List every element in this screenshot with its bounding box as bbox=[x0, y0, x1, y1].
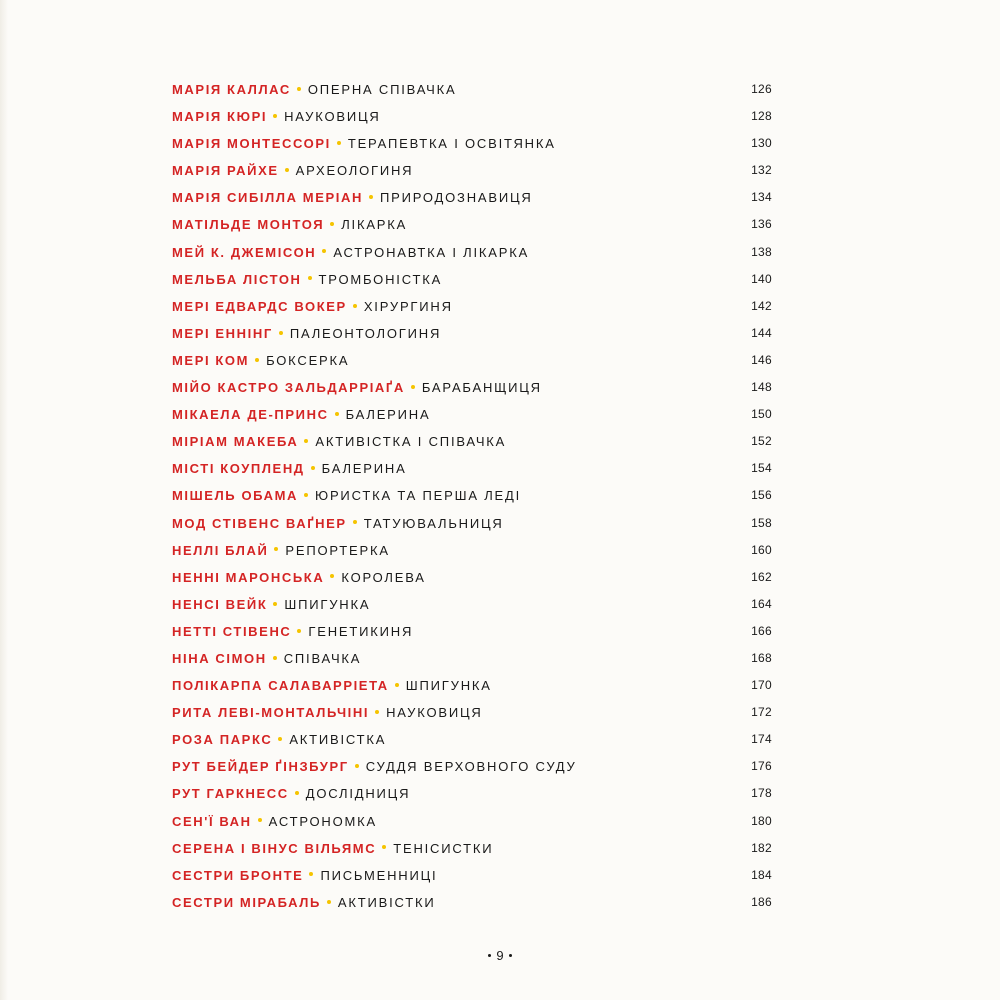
entry-page-number: 166 bbox=[751, 623, 772, 638]
entry-name: МІШЕЛЬ ОБАМА bbox=[172, 488, 299, 504]
entry-name: МЕРІ ЕДВАРДС ВОКЕР bbox=[172, 298, 347, 314]
separator-dot bbox=[308, 276, 312, 280]
entry-page-number: 128 bbox=[751, 109, 772, 124]
entry-role: ЛІКАРКА bbox=[341, 217, 408, 233]
entry-name: СЕН'Ї ВАН bbox=[172, 813, 252, 829]
entry-role: АРХЕОЛОГИНЯ bbox=[295, 163, 414, 179]
entry-role: ПРИРОДОЗНАВИЦЯ bbox=[379, 190, 533, 206]
separator-dot bbox=[279, 331, 283, 335]
entry-role: ШПИГУНКА bbox=[284, 596, 371, 612]
entry-role: НАУКОВИЦЯ bbox=[386, 705, 483, 721]
entry-page-number: 158 bbox=[751, 515, 772, 530]
entry-page-number: 150 bbox=[751, 407, 772, 422]
toc-entry bbox=[172, 618, 772, 645]
entry-name: СЕСТРИ БРОНТЕ bbox=[172, 867, 304, 883]
separator-dot bbox=[355, 764, 359, 768]
entry-name: МАРІЯ КАЛЛАС bbox=[172, 82, 291, 97]
separator-dot bbox=[335, 412, 339, 416]
entry-page-number: 182 bbox=[751, 840, 772, 855]
separator-dot bbox=[285, 168, 289, 172]
entry-page-number: 176 bbox=[751, 759, 772, 774]
entry-page-number: 136 bbox=[751, 217, 772, 232]
separator-dot bbox=[304, 493, 308, 497]
toc-entry bbox=[172, 726, 772, 753]
entry-name: МЕРІ КОМ bbox=[172, 352, 250, 368]
entry-name: ПОЛІКАРПА САЛАВАРРІЕТА bbox=[172, 678, 389, 694]
separator-dot bbox=[304, 439, 308, 443]
separator-dot bbox=[273, 602, 277, 606]
toc-entry bbox=[172, 808, 772, 835]
entry-name: РУТ БЕЙДЕР ҐІНЗБУРГ bbox=[172, 759, 349, 775]
separator-dot bbox=[327, 900, 331, 904]
entry-role: ТЕНІСИСТКИ bbox=[393, 840, 494, 856]
entry-name: МОД СТІВЕНС ВАҐНЕР bbox=[172, 515, 347, 531]
entry-name: РОЗА ПАРКС bbox=[172, 732, 273, 748]
toc-entry bbox=[172, 157, 772, 184]
entry-name: МЕРІ ЕННІНГ bbox=[172, 325, 273, 341]
entry-page-number: 138 bbox=[751, 244, 772, 259]
page-number-footer bbox=[0, 948, 1000, 963]
entry-role: СУДДЯ ВЕРХОВНОГО СУДУ bbox=[365, 759, 577, 775]
toc-entry bbox=[172, 455, 772, 482]
toc-entry bbox=[172, 239, 772, 266]
entry-role: ТЕРАПЕВТКА І ОСВІТЯНКА bbox=[347, 136, 556, 152]
toc-entry bbox=[172, 266, 772, 293]
separator-dot bbox=[353, 304, 357, 308]
entry-role: АКТИВІСТКА І СПІВАЧКА bbox=[315, 434, 507, 450]
separator-dot bbox=[274, 547, 278, 551]
entry-page-number: 154 bbox=[751, 461, 772, 476]
entry-name: НЕННІ МАРОНСЬКА bbox=[172, 569, 325, 585]
entry-name: НЕНСІ ВЕЙК bbox=[172, 596, 268, 612]
toc-entry bbox=[172, 753, 772, 780]
toc-entry bbox=[172, 564, 772, 591]
entry-role: ГЕНЕТИКИНЯ bbox=[308, 623, 414, 639]
entry-role: ТРОМБОНІСТКА bbox=[318, 271, 443, 287]
toc-entry bbox=[172, 510, 772, 537]
toc-entry bbox=[172, 482, 772, 509]
toc-entry bbox=[172, 889, 772, 916]
toc-entry bbox=[172, 347, 772, 374]
separator-dot bbox=[278, 737, 282, 741]
entry-page-number: 162 bbox=[751, 569, 772, 584]
toc-entry bbox=[172, 645, 772, 672]
entry-page-number: 164 bbox=[751, 596, 772, 611]
entry-role: ПИСЬМЕННИЦІ bbox=[320, 867, 438, 883]
entry-name: НЕТТІ СТІВЕНС bbox=[172, 623, 292, 639]
toc-entry bbox=[172, 374, 772, 401]
entry-name: МІСТІ КОУПЛЕНД bbox=[172, 461, 305, 477]
entry-role: ПАЛЕОНТОЛОГИНЯ bbox=[289, 325, 442, 341]
toc-entry bbox=[172, 835, 772, 862]
entry-role: БОКСЕРКА bbox=[266, 352, 350, 368]
entry-name: МАРІЯ МОНТЕССОРІ bbox=[172, 136, 331, 152]
toc-entry bbox=[172, 780, 772, 807]
entry-page-number: 160 bbox=[751, 542, 772, 557]
separator-dot bbox=[369, 195, 373, 199]
entry-page-number: 186 bbox=[751, 894, 772, 909]
folio-dot-left bbox=[488, 954, 491, 957]
entry-page-number: 156 bbox=[751, 488, 772, 503]
entry-name: МІРІАМ МАКЕБА bbox=[172, 434, 299, 450]
entry-page-number: 168 bbox=[751, 650, 772, 665]
toc-entry bbox=[172, 130, 772, 157]
entry-role: ДОСЛІДНИЦЯ bbox=[305, 786, 411, 802]
entry-name: МАРІЯ СИБІЛЛА МЕРІАН bbox=[172, 190, 363, 206]
entry-role: ОПЕРНА СПІВАЧКА bbox=[307, 82, 457, 97]
toc-entry bbox=[172, 211, 772, 238]
toc-entry bbox=[172, 428, 772, 455]
entry-page-number: 170 bbox=[751, 678, 772, 693]
separator-dot bbox=[353, 520, 357, 524]
entry-role: КОРОЛЕВА bbox=[341, 569, 426, 585]
separator-dot bbox=[273, 656, 277, 660]
entry-role: БАЛЕРИНА bbox=[345, 407, 431, 423]
entry-page-number: 180 bbox=[751, 813, 772, 828]
separator-dot bbox=[337, 141, 341, 145]
entry-name: НІНА СІМОН bbox=[172, 650, 267, 666]
entry-page-number: 184 bbox=[751, 867, 772, 882]
entry-role: НАУКОВИЦЯ bbox=[284, 109, 381, 125]
entry-page-number: 152 bbox=[751, 434, 772, 449]
entry-role: ТАТУЮВАЛЬНИЦЯ bbox=[363, 515, 504, 531]
entry-role: БАЛЕРИНА bbox=[321, 461, 407, 477]
toc-entry bbox=[172, 76, 772, 103]
separator-dot bbox=[258, 818, 262, 822]
entry-page-number: 130 bbox=[751, 136, 772, 151]
toc-entry bbox=[172, 184, 772, 211]
entry-page-number: 142 bbox=[751, 298, 772, 313]
entry-role: РЕПОРТЕРКА bbox=[285, 542, 390, 558]
separator-dot bbox=[395, 683, 399, 687]
toc-entry bbox=[172, 103, 772, 130]
entry-name: МАРІЯ РАЙХЕ bbox=[172, 163, 279, 179]
entry-name: РИТА ЛЕВІ-МОНТАЛЬЧІНІ bbox=[172, 705, 370, 721]
folio-number: 9 bbox=[496, 948, 504, 963]
entry-page-number: 178 bbox=[751, 786, 772, 801]
separator-dot bbox=[322, 249, 326, 253]
entry-name: СЕСТРИ МІРАБАЛЬ bbox=[172, 894, 321, 910]
entry-name: РУТ ГАРКНЕСС bbox=[172, 786, 289, 802]
toc-entry bbox=[172, 401, 772, 428]
separator-dot bbox=[375, 710, 379, 714]
separator-dot bbox=[382, 845, 386, 849]
folio-dot-right bbox=[509, 954, 512, 957]
entry-role: ЮРИСТКА ТА ПЕРША ЛЕДІ bbox=[315, 488, 522, 504]
entry-role: АКТИВІСТКА bbox=[289, 732, 387, 748]
entry-name: МАТІЛЬДЕ МОНТОЯ bbox=[172, 217, 325, 233]
entry-name: МЕЛЬБА ЛІСТОН bbox=[172, 271, 302, 287]
entry-page-number: 174 bbox=[751, 732, 772, 747]
entry-page-number: 148 bbox=[751, 380, 772, 395]
page-edge-shadow bbox=[0, 0, 8, 1000]
entry-role: ХІРУРГИНЯ bbox=[363, 298, 453, 314]
entry-page-number: 172 bbox=[751, 705, 772, 720]
entry-page-number: 134 bbox=[751, 190, 772, 205]
entry-page-number: 146 bbox=[751, 352, 772, 367]
entry-role: СПІВАЧКА bbox=[283, 650, 362, 666]
separator-dot bbox=[255, 358, 259, 362]
separator-dot bbox=[311, 466, 315, 470]
entry-page-number: 132 bbox=[751, 163, 772, 178]
entry-page-number: 126 bbox=[751, 82, 772, 96]
separator-dot bbox=[273, 114, 277, 118]
entry-role: БАРАБАНЩИЦЯ bbox=[421, 380, 542, 396]
entry-role: АКТИВІСТКИ bbox=[337, 894, 436, 910]
toc-entry bbox=[172, 699, 772, 726]
toc-entry bbox=[172, 320, 772, 347]
separator-dot bbox=[411, 385, 415, 389]
table-of-contents bbox=[172, 76, 772, 916]
separator-dot bbox=[297, 629, 301, 633]
entry-page-number: 144 bbox=[751, 325, 772, 340]
entry-role: АСТРОНОМКА bbox=[268, 813, 378, 829]
separator-dot bbox=[295, 791, 299, 795]
separator-dot bbox=[297, 87, 301, 91]
entry-name: СЕРЕНА І ВІНУС ВІЛЬЯМС bbox=[172, 840, 377, 856]
entry-name: НЕЛЛІ БЛАЙ bbox=[172, 542, 269, 558]
entry-name: МІЙО КАСТРО ЗАЛЬДАРРІАҐА bbox=[172, 380, 405, 396]
entry-role: ШПИГУНКА bbox=[405, 678, 492, 694]
entry-name: МІКАЕЛА ДЕ-ПРИНС bbox=[172, 407, 329, 423]
separator-dot bbox=[330, 222, 334, 226]
entry-name: МАРІЯ КЮРІ bbox=[172, 109, 268, 125]
toc-entry bbox=[172, 862, 772, 889]
toc-entry bbox=[172, 672, 772, 699]
toc-entry bbox=[172, 293, 772, 320]
toc-entry bbox=[172, 591, 772, 618]
separator-dot bbox=[330, 574, 334, 578]
entry-role: АСТРОНАВТКА І ЛІКАРКА bbox=[333, 244, 530, 260]
toc-entry bbox=[172, 537, 772, 564]
separator-dot bbox=[309, 872, 313, 876]
entry-name: МЕЙ К. ДЖЕМІСОН bbox=[172, 244, 317, 260]
entry-page-number: 140 bbox=[751, 271, 772, 286]
